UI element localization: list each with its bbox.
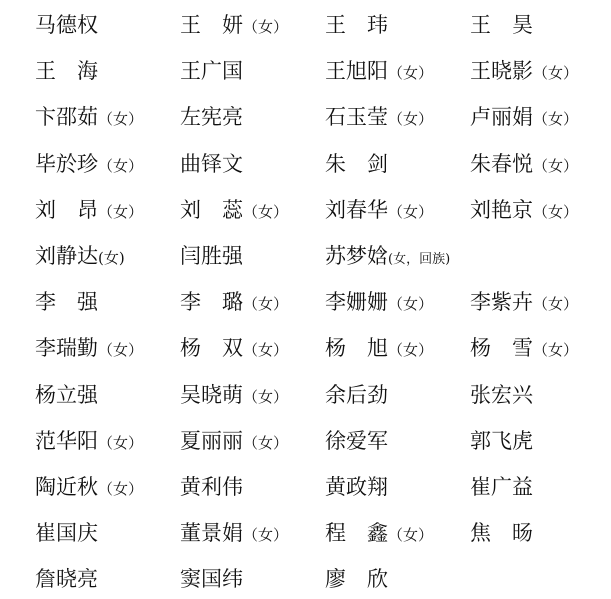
person-note: （女） <box>243 387 289 406</box>
person-entry <box>325 564 388 594</box>
person-name: 李 璐 <box>180 290 243 315</box>
person-entry <box>35 564 98 594</box>
person-name: 刘 蕊 <box>180 197 243 222</box>
person-name: 王 妍 <box>180 13 243 37</box>
person-note: （女） <box>243 295 289 314</box>
person-entry <box>470 195 578 225</box>
person-name: 闫胜强 <box>180 244 243 268</box>
person-name: 王 海 <box>35 59 98 84</box>
person-entry <box>180 241 243 271</box>
person-name: 黄政翔 <box>325 475 388 499</box>
person-entry <box>35 287 98 317</box>
person-name: 苏梦娢 <box>325 244 388 268</box>
person-name: 杨立强 <box>35 382 98 407</box>
person-name: 刘春华 <box>325 197 388 222</box>
person-entry <box>325 56 433 86</box>
person-name: 刘静达 <box>35 244 98 268</box>
person-note: （女） <box>98 202 144 221</box>
person-name: 杨 雪 <box>470 336 533 361</box>
person-entry <box>325 195 433 225</box>
person-name: 杨 双 <box>180 336 243 361</box>
person-name: 王旭阳 <box>325 59 388 84</box>
person-name: 王晓影 <box>470 59 533 84</box>
person-note: （女） <box>388 341 434 360</box>
person-entry <box>325 333 433 363</box>
person-note: （女） <box>388 295 434 314</box>
person-entry <box>35 241 125 271</box>
person-entry <box>470 102 578 132</box>
person-name: 王 昊 <box>470 13 533 37</box>
person-name: 王广国 <box>180 59 243 84</box>
person-entry <box>180 287 288 317</box>
person-name: 徐爱军 <box>325 428 388 453</box>
person-note: （女） <box>243 526 289 545</box>
person-name: 李瑞勤 <box>35 336 98 361</box>
person-name: 余后劲 <box>325 382 388 407</box>
person-entry <box>180 333 288 363</box>
person-entry <box>470 10 533 40</box>
person-name: 焦 旸 <box>470 521 533 546</box>
person-entry <box>35 195 143 225</box>
person-name: 张宏兴 <box>470 382 533 407</box>
person-name: 黄利伟 <box>180 475 243 499</box>
person-name: 卢丽娟 <box>470 105 533 130</box>
person-entry <box>325 380 388 410</box>
person-entry <box>180 472 243 502</box>
person-name: 刘艳京 <box>470 197 533 222</box>
person-entry <box>470 333 578 363</box>
person-entry <box>180 56 243 86</box>
person-entry <box>35 333 143 363</box>
person-entry <box>470 380 533 410</box>
person-name: 詹晓亮 <box>35 567 98 592</box>
person-name: 窦国纬 <box>180 567 243 592</box>
person-note: （女） <box>388 202 434 221</box>
person-name: 李姗姗 <box>325 290 388 315</box>
person-note: （女） <box>533 295 579 314</box>
person-note: （女） <box>98 341 144 360</box>
person-entry <box>470 149 578 179</box>
person-entry <box>325 472 388 502</box>
person-name: 曲铎文 <box>180 151 243 176</box>
person-name: 吴晓萌 <box>180 382 243 407</box>
person-note: （女） <box>388 110 434 129</box>
person-note: （女） <box>98 156 144 175</box>
person-entry <box>35 56 98 86</box>
person-name: 马德权 <box>35 13 98 37</box>
person-note: （女） <box>388 64 434 83</box>
person-name: 廖 欣 <box>325 567 388 592</box>
person-entry <box>180 10 288 40</box>
person-entry <box>325 287 433 317</box>
person-note: (女) <box>98 249 125 267</box>
person-entry <box>325 241 450 271</box>
person-name: 程 鑫 <box>325 521 388 546</box>
person-name: 李 强 <box>35 290 98 315</box>
person-name: 崔国庆 <box>35 521 98 546</box>
person-note: （女） <box>533 341 579 360</box>
person-entry <box>35 149 143 179</box>
person-note: （女） <box>533 64 579 83</box>
person-note: （女） <box>533 202 579 221</box>
person-name: 朱春悦 <box>470 151 533 176</box>
person-entry <box>35 518 98 548</box>
person-entry <box>180 564 243 594</box>
person-entry <box>470 426 533 456</box>
person-entry <box>325 149 388 179</box>
person-name: 石玉莹 <box>325 105 388 130</box>
person-entry <box>180 380 288 410</box>
person-note: （女） <box>243 18 289 36</box>
person-name: 卞邵茹 <box>35 105 98 130</box>
person-name: 董景娟 <box>180 521 243 546</box>
person-entry <box>470 518 533 548</box>
person-note: （女） <box>243 341 289 360</box>
person-entry <box>325 426 388 456</box>
person-entry <box>325 518 433 548</box>
person-entry <box>180 195 288 225</box>
person-name: 李紫卉 <box>470 290 533 315</box>
person-name: 夏丽丽 <box>180 428 243 453</box>
person-name: 毕於珍 <box>35 151 98 176</box>
person-entry <box>35 102 143 132</box>
person-note: （女） <box>533 156 579 175</box>
person-note: （女） <box>533 110 579 129</box>
person-entry <box>325 102 433 132</box>
person-name: 刘 昂 <box>35 197 98 222</box>
person-name: 郭飞虎 <box>470 428 533 453</box>
person-name: 杨 旭 <box>325 336 388 361</box>
person-entry <box>470 472 533 502</box>
person-entry <box>470 287 578 317</box>
person-entry <box>180 518 288 548</box>
person-note: (女，回族) <box>388 252 451 267</box>
person-entry <box>35 426 143 456</box>
person-entry <box>35 472 143 502</box>
person-entry <box>180 426 288 456</box>
person-note: （女） <box>243 202 289 221</box>
person-note: （女） <box>98 433 144 452</box>
person-note: （女） <box>98 110 144 129</box>
person-entry <box>35 10 98 40</box>
person-note: （女） <box>388 526 434 545</box>
person-entry <box>35 380 98 410</box>
person-name: 范华阳 <box>35 428 98 453</box>
person-entry <box>325 10 388 40</box>
person-name: 崔广益 <box>470 475 533 499</box>
person-name: 王 玮 <box>325 13 388 37</box>
person-name: 左宪亮 <box>180 105 243 130</box>
person-name: 陶近秋 <box>35 475 98 499</box>
person-entry <box>180 149 243 179</box>
person-note: （女） <box>98 480 144 498</box>
person-note: （女） <box>243 433 289 452</box>
person-entry <box>470 56 578 86</box>
person-name: 朱 剑 <box>325 151 388 176</box>
person-entry <box>180 102 243 132</box>
